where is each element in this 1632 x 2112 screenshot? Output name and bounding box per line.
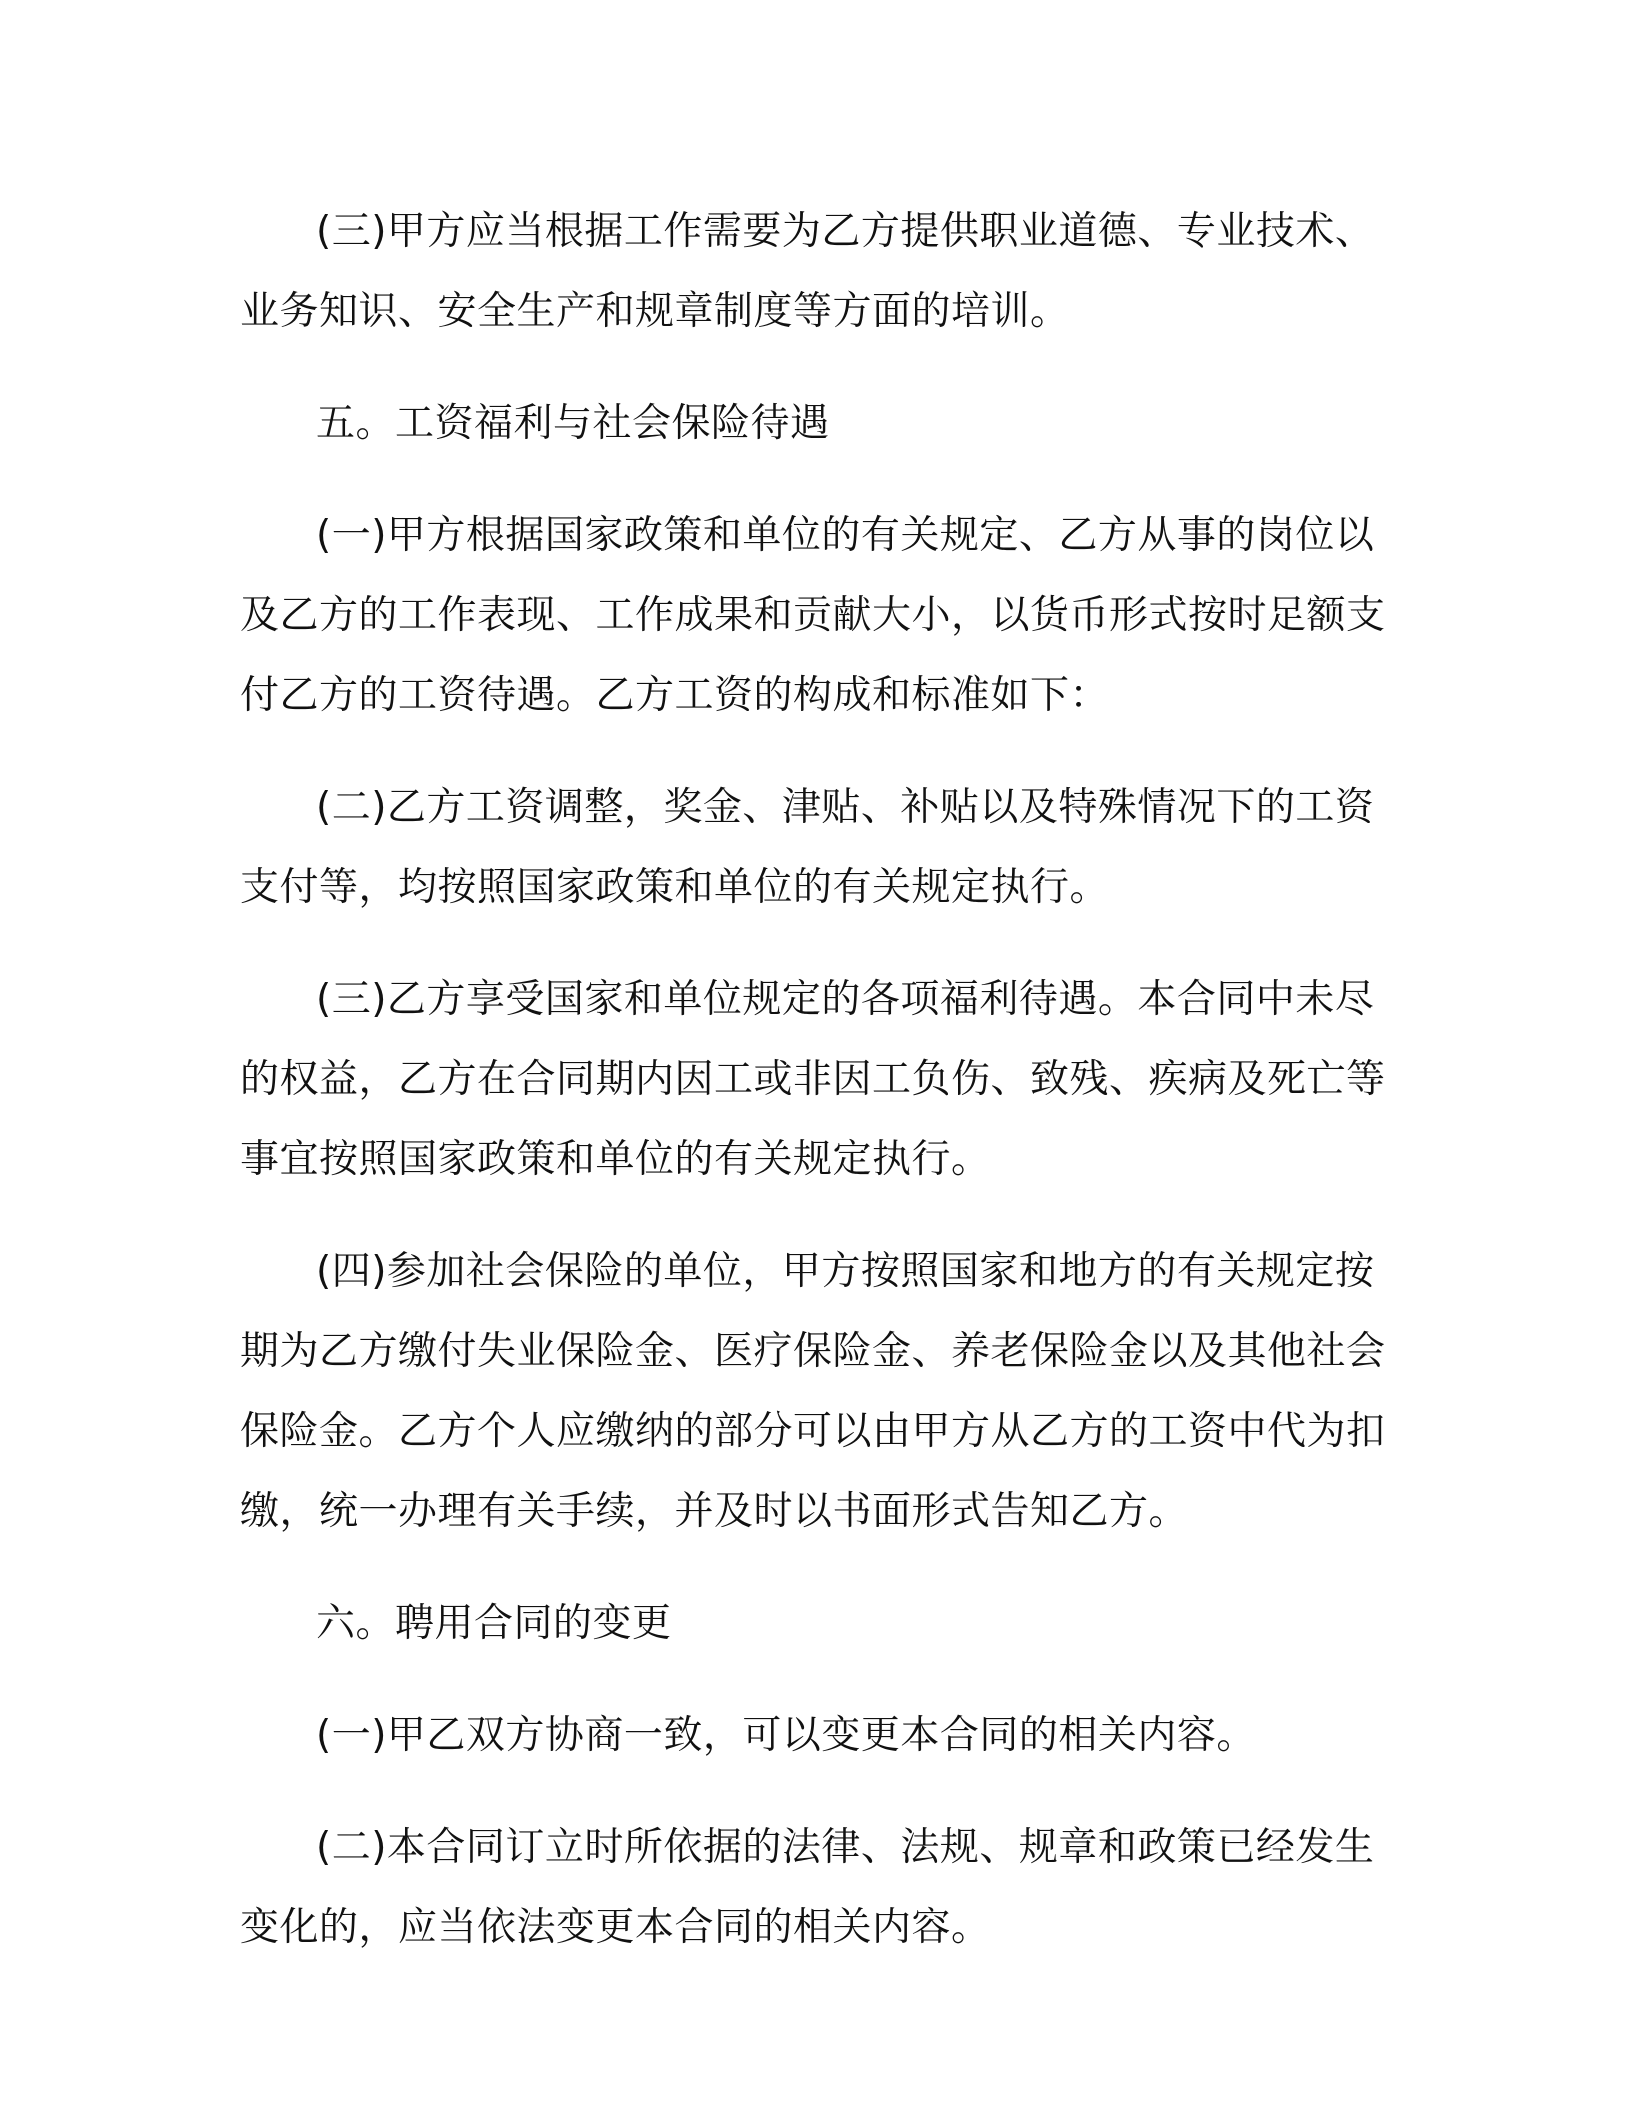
paragraph-wage-payment: (一)甲方根据国家政策和单位的有关规定、乙方从事的岗位以及乙方的工作表现、工作成果和贡献大小，以货币形式按时足额支付乙方的工资待遇。乙方工资的构成和标准如下： bbox=[240, 513, 1386, 718]
paragraph-social-insurance: (四)参加社会保险的单位，甲方按照国家和地方的有关规定按期为乙方缴付失业保险金、医疗保险金、养老保险金以及其他社会保险金。乙方个人应缴纳的部分可以由甲方从乙方的工资中代为扣缴，统一办理有关手续，并及时以书面形式告知乙方。 bbox=[240, 1249, 1386, 1534]
paragraph-training-clause: (三)甲方应当根据工作需要为乙方提供职业道德、专业技术、业务知识、安全生产和规章制度等方面的培训。 bbox=[240, 209, 1375, 334]
section-heading-wages-welfare: 五。工资福利与社会保险待遇 bbox=[316, 401, 830, 446]
paragraph-welfare-benefits: (三)乙方享受国家和单位规定的各项福利待遇。本合同中未尽的权益，乙方在合同期内因工或非因工负伤、致残、疾病及死亡等事宜按照国家政策和单位的有关规定执行。 bbox=[240, 977, 1386, 1182]
paragraph-wage-adjustment: (二)乙方工资调整，奖金、津贴、补贴以及特殊情况下的工资支付等，均按照国家政策和单位的有关规定执行。 bbox=[240, 785, 1375, 910]
section-heading-contract-change: 六。聘用合同的变更 bbox=[316, 1601, 672, 1646]
paragraph-legal-change: (二)本合同订立时所依据的法律、法规、规章和政策已经发生变化的，应当依法变更本合同的相关内容。 bbox=[240, 1825, 1375, 1950]
paragraph-mutual-change: (一)甲乙双方协商一致，可以变更本合同的相关内容。 bbox=[316, 1713, 1256, 1758]
document-body bbox=[240, 192, 1392, 2000]
